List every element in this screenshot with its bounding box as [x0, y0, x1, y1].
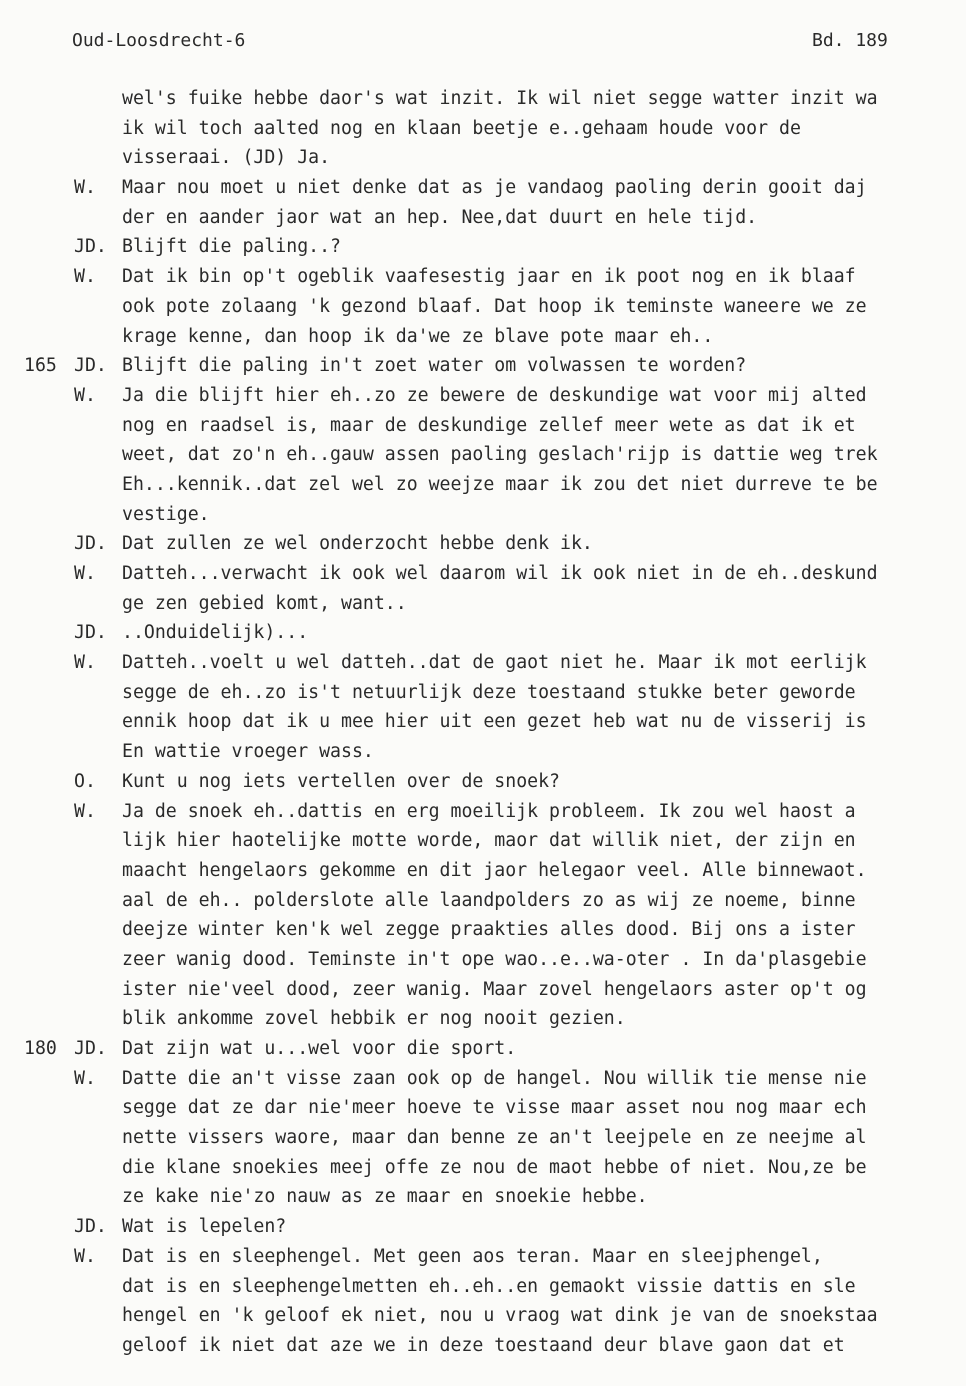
speaker-label: JD. — [74, 1038, 107, 1059]
line-text: Ja die blijft hier eh..zo ze bewere de deskundige wat voor mij alted — [122, 384, 867, 406]
transcript-line — [0, 1272, 966, 1302]
transcript-line — [0, 381, 966, 411]
line-text: zeer wanig dood. Teminste in't ope wao..e..wa-oter . In da'plasgebie — [122, 948, 867, 970]
transcript-line — [0, 1212, 966, 1242]
speaker-label: W. — [74, 800, 96, 822]
line-text: Blijft die paling..? — [122, 236, 341, 258]
speaker-label: W. — [74, 266, 96, 288]
speaker-label: O. — [74, 770, 96, 792]
transcript-line — [0, 618, 966, 648]
line-text: segge de eh..zo is't netuurlijk deze toestaand stukke beter geworde — [122, 681, 856, 703]
line-text: aal de eh.. polderslote alle laandpolders zo as wij ze noeme, binne — [122, 889, 856, 911]
speaker-label: W. — [74, 563, 96, 584]
line-number: 180 — [24, 1038, 57, 1059]
transcript-line — [0, 648, 966, 678]
transcript-line — [0, 143, 966, 173]
transcript-line — [0, 1034, 966, 1064]
line-text: ze kake nie'zo nauw as ze maar en snoekie hebbe. — [122, 1186, 648, 1208]
line-text: blik ankomme zovel hebbik er nog nooit gezien. — [122, 1008, 626, 1030]
transcript-line — [0, 411, 966, 441]
line-text: Dat zullen ze wel onderzocht hebbe denk ik. — [122, 533, 593, 555]
document-title: Oud-Loosdrecht-6 — [72, 30, 246, 51]
line-text: ennik hoop dat ik u mee hier uit een gezet heb wat nu de visserij is — [122, 711, 867, 733]
line-text: visseraai. (JD) Ja. — [122, 147, 331, 169]
line-text: krage kenne, dan hoop ik da'we ze blave pote maar eh.. — [122, 325, 714, 347]
transcript-line — [0, 262, 966, 292]
speaker-label: W. — [74, 177, 96, 199]
line-text: Maar nou moet u niet denke dat as je vandaog paoling derin gooit daj — [122, 177, 867, 199]
transcript-line — [0, 529, 966, 559]
transcript-body — [0, 84, 966, 1361]
transcript-line — [0, 1093, 966, 1123]
transcript-line — [0, 203, 966, 233]
transcript-line — [0, 322, 966, 352]
line-text: Blijft die paling in't zoet water om volwassen te worden? — [122, 355, 747, 377]
transcript-line — [0, 84, 966, 114]
speaker-label: JD. — [74, 1216, 107, 1238]
line-text: ge zen gebied komt, want.. — [122, 592, 407, 614]
transcript-line — [0, 1123, 966, 1153]
line-text: hengel en 'k geloof ek niet, nou u vraog wat dink je van de snoekstaa — [122, 1305, 878, 1327]
line-text: vestige. — [122, 503, 210, 525]
transcript-line — [0, 559, 966, 589]
line-text: nog en raadsel is, maar de deskundige zellef meer wete as dat ik et — [122, 414, 856, 436]
line-text: Dat ik bin op't ogeblik vaafesestig jaar en ik poot nog en ik blaaf — [122, 266, 856, 288]
speaker-label: W. — [74, 384, 96, 406]
transcript-line — [0, 1331, 966, 1361]
transcript-line — [0, 767, 966, 797]
transcript-line — [0, 589, 966, 619]
speaker-label: W. — [74, 652, 96, 674]
transcript-line — [0, 1301, 966, 1331]
transcript-line — [0, 797, 966, 827]
speaker-label: JD. — [74, 533, 107, 555]
line-text: Wat is lepelen? — [122, 1216, 287, 1238]
line-text: En wattie vroeger wass. — [122, 741, 374, 763]
line-text: maacht hengelaors gekomme en dit jaor helegaor veel. Alle binnewaot. — [122, 859, 867, 881]
line-text: Datteh...verwacht ik ook wel daarom wil ik ook niet in de eh..deskund — [122, 563, 878, 584]
line-text: wel's fuike hebbe daor's wat inzit. Ik wil niet segge watter inzit wa — [122, 88, 878, 109]
line-text: Dat zijn wat u...wel voor die sport. — [122, 1038, 517, 1059]
speaker-label: W. — [74, 1067, 96, 1089]
transcript-line — [0, 292, 966, 322]
transcript-line — [0, 1242, 966, 1272]
page-number: Bd. 189 — [812, 30, 888, 51]
line-text: Ja de snoek eh..dattis en erg moeilijk probleem. Ik zou wel haost a — [122, 800, 856, 822]
transcript-line — [0, 1064, 966, 1094]
line-number: 165 — [24, 355, 57, 377]
transcript-line — [0, 1153, 966, 1183]
transcript-line — [0, 707, 966, 737]
transcript-line — [0, 114, 966, 144]
line-text: Datteh..voelt u wel datteh..dat de gaot niet he. Maar ik mot eerlijk — [122, 652, 867, 674]
line-text: lijk hier haotelijke motte worde, maor dat willik niet, der zijn en — [122, 830, 856, 852]
transcript-line — [0, 470, 966, 500]
line-text: deejze winter ken'k wel zegge praakties alles dood. Bij ons a ister — [122, 919, 856, 941]
transcript-line — [0, 351, 966, 381]
line-text: Kunt u nog iets vertellen over de snoek? — [122, 770, 560, 792]
line-text: Eh...kennik..dat zel wel zo weejze maar ik zou det niet durreve te be — [122, 473, 878, 495]
transcript-line — [0, 826, 966, 856]
line-text: ik wil toch aalted nog en klaan beetje e..gehaam houde voor de — [122, 117, 801, 139]
line-text: Dat is en sleephengel. Met geen aos teran. Maar en sleejphengel, — [122, 1245, 823, 1267]
speaker-label: JD. — [74, 355, 107, 377]
line-text: geloof ik niet dat aze we in deze toestaand deur blave gaon dat et — [122, 1334, 845, 1356]
transcript-line — [0, 440, 966, 470]
transcript-line — [0, 232, 966, 262]
line-text: ..Onduidelijk)... — [122, 622, 309, 644]
transcript-line — [0, 1182, 966, 1212]
line-text: weet, dat zo'n eh..gauw assen paoling geslach'rijp is dattie weg trek — [122, 444, 878, 466]
line-text: ister nie'veel dood, zeer wanig. Maar zovel hengelaors aster op't og — [122, 978, 867, 1000]
transcript-line — [0, 500, 966, 530]
line-text: segge dat ze dar nie'meer hoeve te visse maar asset nou nog maar ech — [122, 1097, 867, 1119]
page-header — [72, 30, 966, 58]
speaker-label: W. — [74, 1245, 96, 1267]
line-text: dat is en sleephengelmetten eh..eh..en gemaokt vissie dattis en sle — [122, 1275, 856, 1297]
line-text: nette vissers waore, maar dan benne ze an't leejpele en ze neejme al — [122, 1127, 867, 1149]
transcript-line — [0, 678, 966, 708]
line-text: die klane snoekies meej offe ze nou de maot hebbe of niet. Nou,ze be — [122, 1156, 867, 1178]
line-text: Datte die an't visse zaan ook op de hangel. Nou willik tie mense nie — [122, 1067, 867, 1089]
transcript-line — [0, 1004, 966, 1034]
transcript-line — [0, 915, 966, 945]
transcript-line — [0, 945, 966, 975]
line-text: der en aander jaor wat an hep. Nee,dat duurt en hele tijd. — [122, 206, 758, 228]
transcript-line — [0, 173, 966, 203]
transcript-line — [0, 886, 966, 916]
transcript-line — [0, 737, 966, 767]
speaker-label: JD. — [74, 236, 107, 258]
transcript-line — [0, 856, 966, 886]
line-text: ook pote zolaang 'k gezond blaaf. Dat hoop ik teminste waneere we ze — [122, 295, 867, 317]
speaker-label: JD. — [74, 622, 107, 644]
transcript-line — [0, 975, 966, 1005]
